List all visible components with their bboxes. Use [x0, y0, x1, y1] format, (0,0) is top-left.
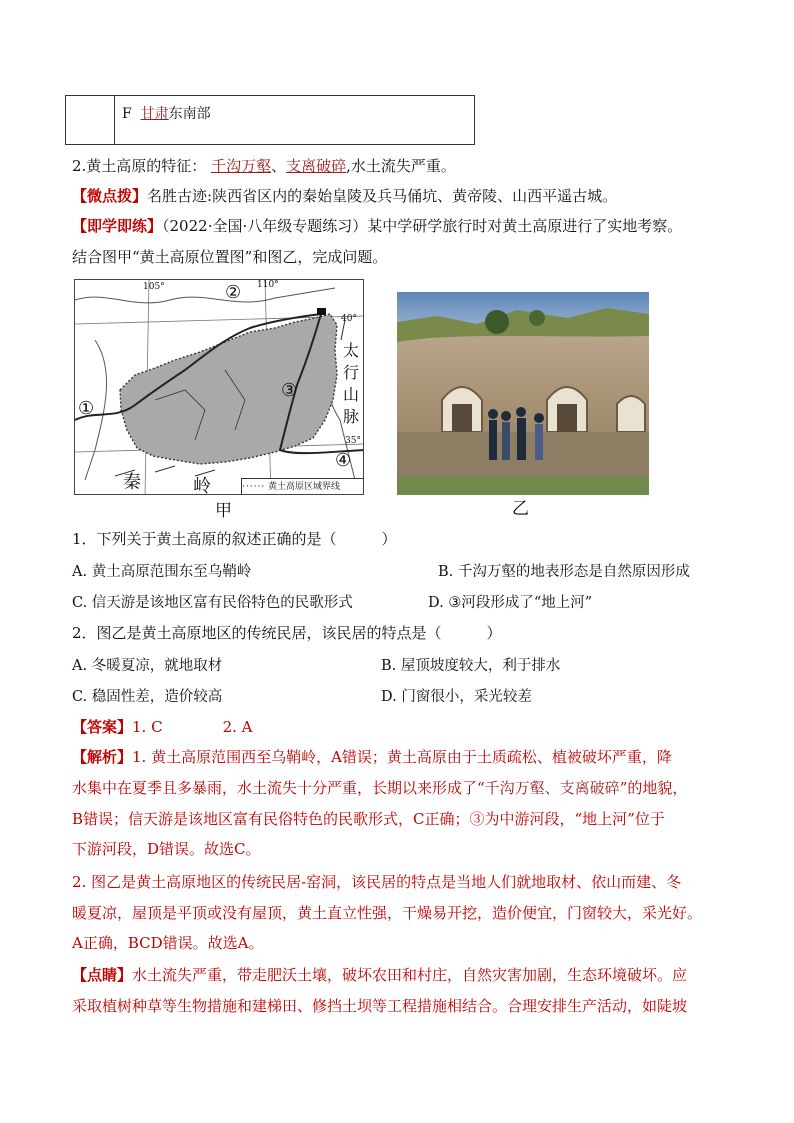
- feature-gullies: 千沟万壑: [211, 157, 272, 175]
- tip-line: [72, 185, 617, 206]
- marker-square: [317, 308, 326, 315]
- ling-label: 岭: [193, 476, 211, 495]
- note-line-1: [72, 964, 687, 985]
- note-tag: 【点睛】: [72, 966, 133, 984]
- analysis-line-3: B错误；信天游是该地区富有民俗特色的民歌形式，C正确；③为中游河段，“地上河”位于: [72, 810, 665, 828]
- analysis-line-1: [72, 746, 672, 767]
- q2-option-a: A. 冬暖夏凉，就地取材: [72, 658, 223, 674]
- map-caption: 甲: [215, 501, 232, 521]
- note-text-1: 水土流失严重，带走肥沃土壤，破坏农田和村庄，自然灾害加剧，生态环境破坏。应: [132, 966, 688, 984]
- analysis-line-4: 下游河段，D错误。故选C。: [72, 840, 261, 858]
- cell-prefix: F: [122, 106, 132, 122]
- analysis-line-2: [72, 777, 687, 798]
- answer-tag: 【答案】: [72, 718, 133, 736]
- analysis-highlight: 千沟万壑、支离破碎: [484, 779, 620, 797]
- cave-dwelling-photo: [397, 292, 649, 495]
- taihang-label: [343, 340, 361, 428]
- lat-40: 40°: [341, 314, 357, 324]
- q1-stem: 1．下列关于黄土高原的叙述正确的是（ ）: [72, 530, 397, 548]
- practice-tag: 【即学即练】: [72, 217, 163, 235]
- q1-option-a: A. 黄土高原范围东至乌鞘岭: [72, 564, 252, 580]
- q2-option-c: C. 稳固性差，造价较高: [72, 689, 223, 705]
- analysis-line-7: A正确，BCD错误。故选A。: [72, 934, 264, 952]
- loess-plateau-map: [74, 279, 364, 495]
- q2-stem: 2．图乙是黄土高原地区的传统民居，该民居的特点是（ ）: [72, 624, 502, 642]
- features-sep: 、: [271, 157, 287, 175]
- cell-suffix: 东南部: [168, 106, 211, 122]
- features-prefix: 2.黄土高原的特征：: [72, 157, 207, 175]
- features-suffix: ,水土流失严重。: [346, 157, 456, 175]
- taihang-char-4: 脉: [343, 407, 360, 426]
- feature-fragmented: 支离破碎: [286, 157, 347, 175]
- answer-text: 1. C 2. A: [132, 718, 253, 736]
- tip-text: 名胜古迹:陕西省区内的秦始皇陵及兵马俑坑、黄帝陵、山西平遥古城。: [147, 187, 618, 205]
- marker-4: ④: [335, 450, 352, 471]
- practice-source: （2022·全国·八年级专题练习）某中学研学旅行时对黄土高原进行了实地考察。: [162, 217, 683, 235]
- note-line-2: 采取植树种草等生物措施和建梯田、修挡土坝等工程措施相结合。合理安排生产活动，如陡坡: [72, 997, 688, 1015]
- tip-tag: 【微点拨】: [72, 187, 148, 205]
- table-divider: [114, 96, 115, 144]
- lat-35: 35°: [345, 436, 361, 446]
- practice-line-2: 结合图甲“黄土高原位置图”和图乙，完成问题。: [72, 248, 388, 266]
- q1-option-b: B. 千沟万壑的地表形态是自然原因形成: [438, 564, 690, 580]
- table-cell: [122, 103, 211, 123]
- analysis-text-2b: ”的地貌，: [619, 779, 688, 797]
- analysis-line-6: 暖夏凉，屋顶是平顶或没有屋顶，黄土直立性强，干燥易开挖，造价便宜，门窗较大，采光好。: [72, 904, 703, 922]
- q1-option-d: D. ③河段形成了“地上河”: [428, 595, 593, 611]
- photo-caption: 乙: [512, 499, 529, 519]
- analysis-tag: 【解析】: [72, 748, 133, 766]
- taihang-char-1: 太: [343, 341, 360, 360]
- table-fragment: [65, 95, 475, 145]
- q2-option-b: B. 屋顶坡度较大，利于排水: [381, 658, 561, 674]
- marker-2: ②: [225, 282, 242, 303]
- q2-option-d: D. 门窗很小，采光较差: [381, 689, 532, 705]
- legend-text: 黄土高原区域界线: [268, 482, 341, 492]
- q1-option-c: C. 信天游是该地区富有民俗特色的民歌形式: [72, 595, 353, 611]
- features-line: [72, 155, 456, 176]
- analysis-text-2a: 水集中在夏季且多暴雨，水土流失十分严重，长期以来形成了“: [72, 779, 485, 797]
- taihang-char-3: 山: [343, 385, 360, 404]
- gansu-link[interactable]: 甘肃: [140, 106, 169, 122]
- marker-3: ③: [281, 380, 298, 401]
- map-legend: ······ 黄土高原区域界线: [241, 478, 364, 495]
- lon-110: 110°: [257, 280, 279, 290]
- answer-line: [72, 716, 253, 737]
- taihang-char-2: 行: [343, 363, 360, 382]
- qin-label: 秦: [123, 472, 141, 493]
- marker-1: ①: [78, 398, 95, 419]
- analysis-line-5: 2. 图乙是黄土高原地区的传统民居-窑洞，该民居的特点是当地人们就地取材、依山而建、冬: [72, 873, 682, 891]
- lon-105: 105°: [143, 282, 165, 292]
- loess-region: [120, 314, 337, 464]
- practice-line-1: [72, 215, 682, 236]
- analysis-text-1: 1. 黄土高原范围西至乌鞘岭，A错误；黄土高原由于土质疏松、植被破坏严重，降: [132, 748, 672, 766]
